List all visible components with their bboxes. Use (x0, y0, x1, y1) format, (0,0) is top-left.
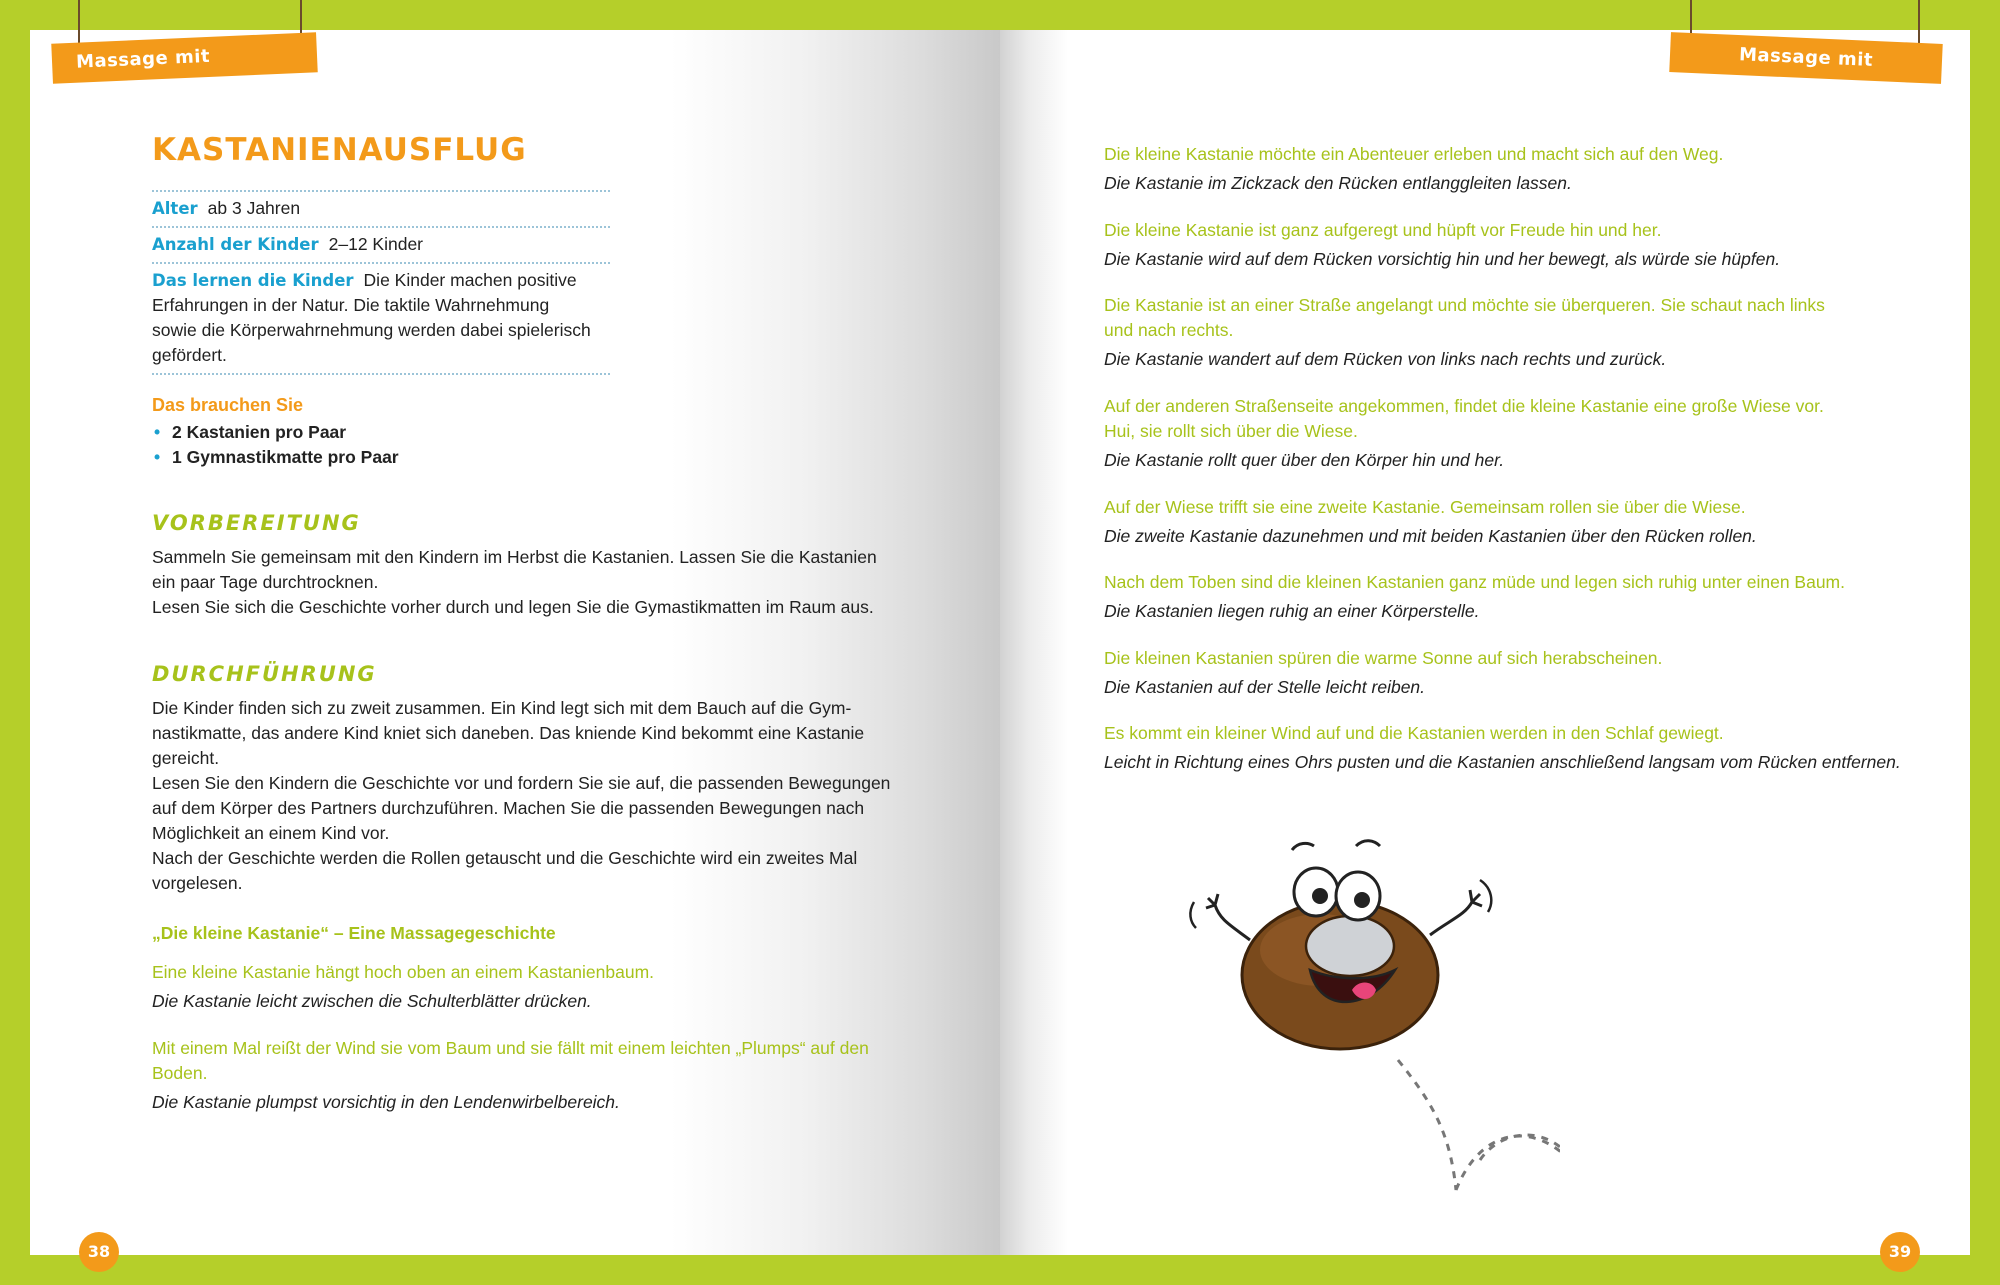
info-row-learning (152, 262, 610, 375)
vorbereitung-text: Sammeln Sie gemeinsam mit den Kindern im Herbst die Kastanien. Lassen Sie die Kastanien ein paar Tage durchtrocknen. Lesen Sie sich die Geschichte vorher durch und legen Sie die Gymastikmatten im Raum aus. (152, 547, 877, 617)
story-step: Die kleine Kastanie ist ganz aufgeregt und hüpft vor Freude hin und her. Die Kastanie wird auf dem Rücken vorsichtig hin und her bewegt, als würde sie hüpfen. (1104, 220, 1781, 269)
materials-heading: Das brauchen Sie (152, 395, 304, 415)
chestnut-cap (1306, 916, 1394, 976)
bullet-icon: • (154, 447, 161, 467)
list-item: • 1 Gymnastikmatte pro Paar (152, 445, 399, 470)
tag-string (1918, 0, 1920, 44)
info-value: sowie die Körperwahrnehmung werden dabei spielerisch (152, 320, 591, 340)
list-item: • 2 Kastanien pro Paar (152, 420, 399, 445)
story-title: „Die kleine Kastanie“ – Eine Massagegeschichte (152, 923, 556, 943)
chestnut-illustration (1180, 830, 1560, 1210)
story-step: Mit einem Mal reißt der Wind sie vom Baum und sie fällt mit einem leichten „Plumps“ auf den Boden. Die Kastanie plumpst vorsichtig in den Lendenwirbelbereich. (152, 1038, 869, 1112)
tag-string (78, 0, 80, 44)
story-step: Die Kastanie ist an einer Straße angelangt und möchte sie überqueren. Sie schaut nach links und nach rechts. Die Kastanie wandert auf dem Rücken von links nach rechts und zurück. (1104, 295, 1825, 369)
section-heading-vorbereitung: VORBEREITUNG (152, 511, 361, 535)
jump-trail (1398, 1060, 1560, 1190)
page-title: KASTANIENAUSFLUG (152, 132, 527, 168)
info-value: Erfahrungen in der Natur. Die taktile Wahrnehmung (152, 295, 550, 315)
story-step: Die kleine Kastanie möchte ein Abenteuer erleben und macht sich auf den Weg. Die Kastanie im Zickzack den Rücken entlanggleiten lassen. (1104, 144, 1724, 193)
bullet-icon: • (154, 422, 161, 442)
page-number-left: 38 (79, 1232, 119, 1272)
arm-left (1206, 894, 1250, 940)
story-step: Die kleinen Kastanien spüren die warme Sonne auf sich herabscheinen. Die Kastanien auf der Stelle leicht reiben. (1104, 648, 1663, 697)
section-tag-left: Massage mit Material (51, 32, 317, 84)
info-value: 2–12 Kinder (328, 234, 424, 254)
info-row-children (152, 226, 610, 262)
info-label: Das lernen die Kinder (152, 271, 354, 290)
story-step: Auf der anderen Straßenseite angekommen, findet die kleine Kastanie eine große Wiese vor. Hui, sie rollt sich über die Wiese. Die Kastanie rollt quer über den Körper hin und her. (1104, 396, 1824, 470)
section-heading-durchfuehrung: DURCHFÜHRUNG (152, 662, 377, 686)
story-step: Nach dem Toben sind die kleinen Kastanien ganz müde und legen sich ruhig unter einen Baum. Die Kastanien liegen ruhig an einer Körperstelle. (1104, 572, 1845, 621)
info-label: Anzahl der Kinder (152, 235, 319, 254)
section-tag-right: Massage mit Material (1669, 32, 1942, 84)
arm-right (1430, 890, 1482, 935)
info-label: Alter (152, 199, 198, 218)
info-box (152, 190, 610, 375)
story-step: Eine kleine Kastanie hängt hoch oben an einem Kastanienbaum. Die Kastanie leicht zwischen die Schulterblätter drücken. (152, 962, 655, 1011)
info-value: Die Kinder machen positive (363, 270, 577, 290)
jump-trail (1480, 1135, 1560, 1170)
story-step: Auf der Wiese trifft sie eine zweite Kastanie. Gemeinsam rollen sie über die Wiese. Die zweite Kastanie dazunehmen und mit beiden Kastanien über den Rücken rollen. (1104, 497, 1757, 546)
materials-list (152, 420, 399, 470)
durchfuehrung-text: Die Kinder finden sich zu zweit zusammen. Ein Kind legt sich mit dem Bauch auf die Gym- nastikmatte, das andere Kind kniet sich daneben. Das kniende Kind bekommt eine Kastanie gereicht. Lesen Sie den Kindern die Geschichte vor und fordern Sie sie auf, die passenden Bewegungen auf dem Körper des Partners durchzuführen. Machen Sie die passenden Bewegungen nach Möglichkeit an einem Kind vor. Nach der Geschichte werden die Rollen getauscht und die Geschichte wird ein zweites Mal vorgelesen. (152, 698, 891, 893)
info-value: gefördert. (152, 345, 227, 365)
info-row-age (152, 190, 610, 226)
info-value: ab 3 Jahren (207, 198, 301, 218)
page-number-right: 39 (1880, 1232, 1920, 1272)
story-step: Es kommt ein kleiner Wind auf und die Kastanien werden in den Schlaf gewiegt. Leicht in Richtung eines Ohrs pusten und die Kastanien anschließend langsam vom Rücken entfernen. (1104, 723, 1901, 772)
